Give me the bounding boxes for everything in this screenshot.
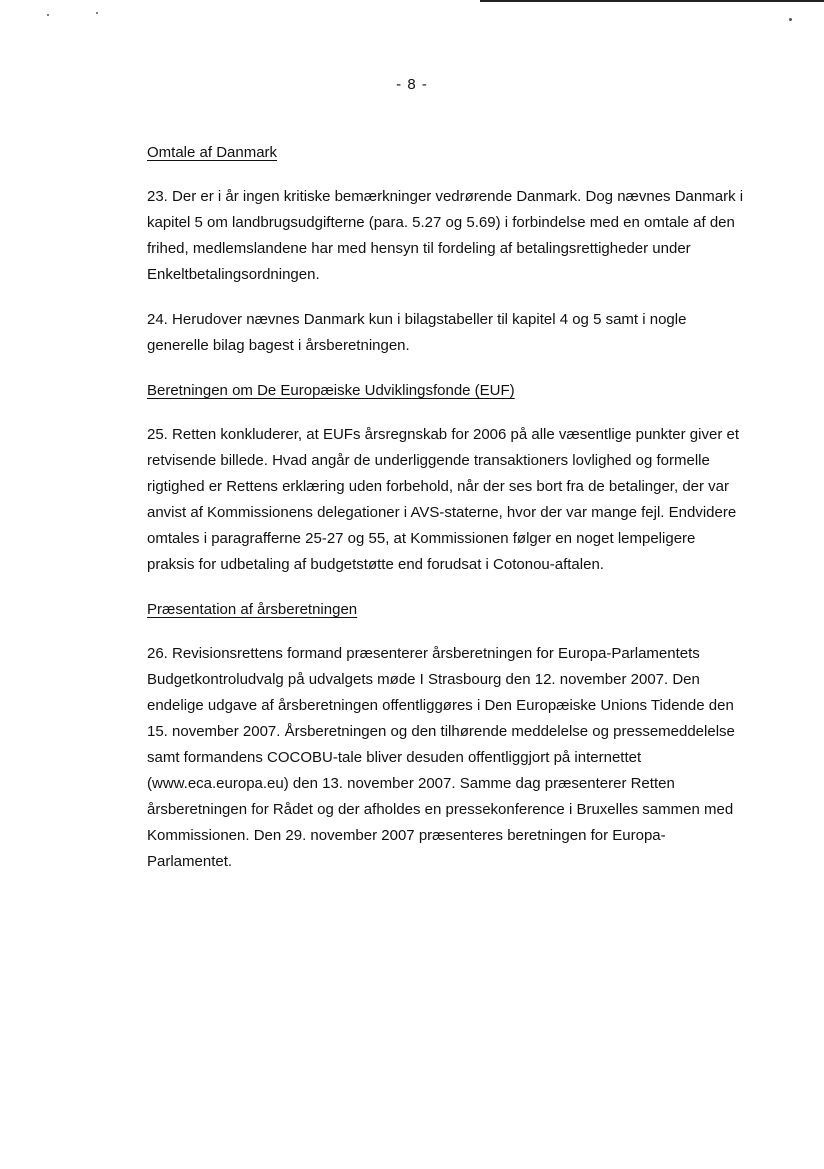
page-number: - 8 - [396,76,428,93]
scan-speck [96,12,98,14]
section-heading: Omtale af Danmark [147,144,278,161]
paragraph: 24. Herudover nævnes Danmark kun i bilagstabeller til kapitel 4 og 5 samt i nogle generelle bilag bagest i årsberetningen. [147,311,687,354]
scan-speck [47,14,49,16]
scan-edge-line [480,0,824,2]
scan-speck [789,18,792,21]
document-body [147,140,747,875]
paragraph: 25. Retten konkluderer, at EUFs årsregnskab for 2006 på alle væsentlige punkter giver et retvisende billede. Hvad angår de underliggende transaktioners lovlighed og formelle rigtighed er Rettens erklæring uden forbehold, når der ses bort fra de betalinger, der var anvist af Kommissionens delegationer i AVS-staterne, hvor der var mange fejl. Endvidere omtales i paragrafferne 25-27 og 55, at Kommissionen følger en noget lempeligere praksis for udbetaling af budgetstøtte end forudsat i Cotonou-aftalen. [147,426,739,573]
section-heading: Præsentation af årsberetningen [147,601,358,618]
section-heading: Beretningen om De Europæiske Udviklingsfonde (EUF) [147,382,515,399]
paragraph: 23. Der er i år ingen kritiske bemærkninger vedrørende Danmark. Dog nævnes Danmark i kapitel 5 om landbrugsudgifterne (para. 5.27 og 5.69) i forbindelse med en omtale af den frihed, medlemslandene har med hensyn til fordeling af betalingsrettigheder under Enkeltbetalingsordningen. [147,188,744,283]
paragraph: 26. Revisionsrettens formand præsenterer årsberetningen for Europa-Parlamentets Budgetkontroludvalg på udvalgets møde I Strasbourg den 12. november 2007. Den endelige udgave af årsberetningen offentliggøres i Den Europæiske Unions Tidende den 15. november 2007. Årsberetningen og den tilhørende meddelelse og pressemeddelelse samt formandens COCOBU-tale bliver desuden offentliggjort på internettet (www.eca.europa.eu) den 13. november 2007. Samme dag præsenterer Retten årsberetningen for Rådet og der afholdes en pressekonference i Bruxelles sammen med Kommissionen. Den 29. november 2007 præsenteres beretningen for Europa-Parlamentet. [147,645,735,870]
